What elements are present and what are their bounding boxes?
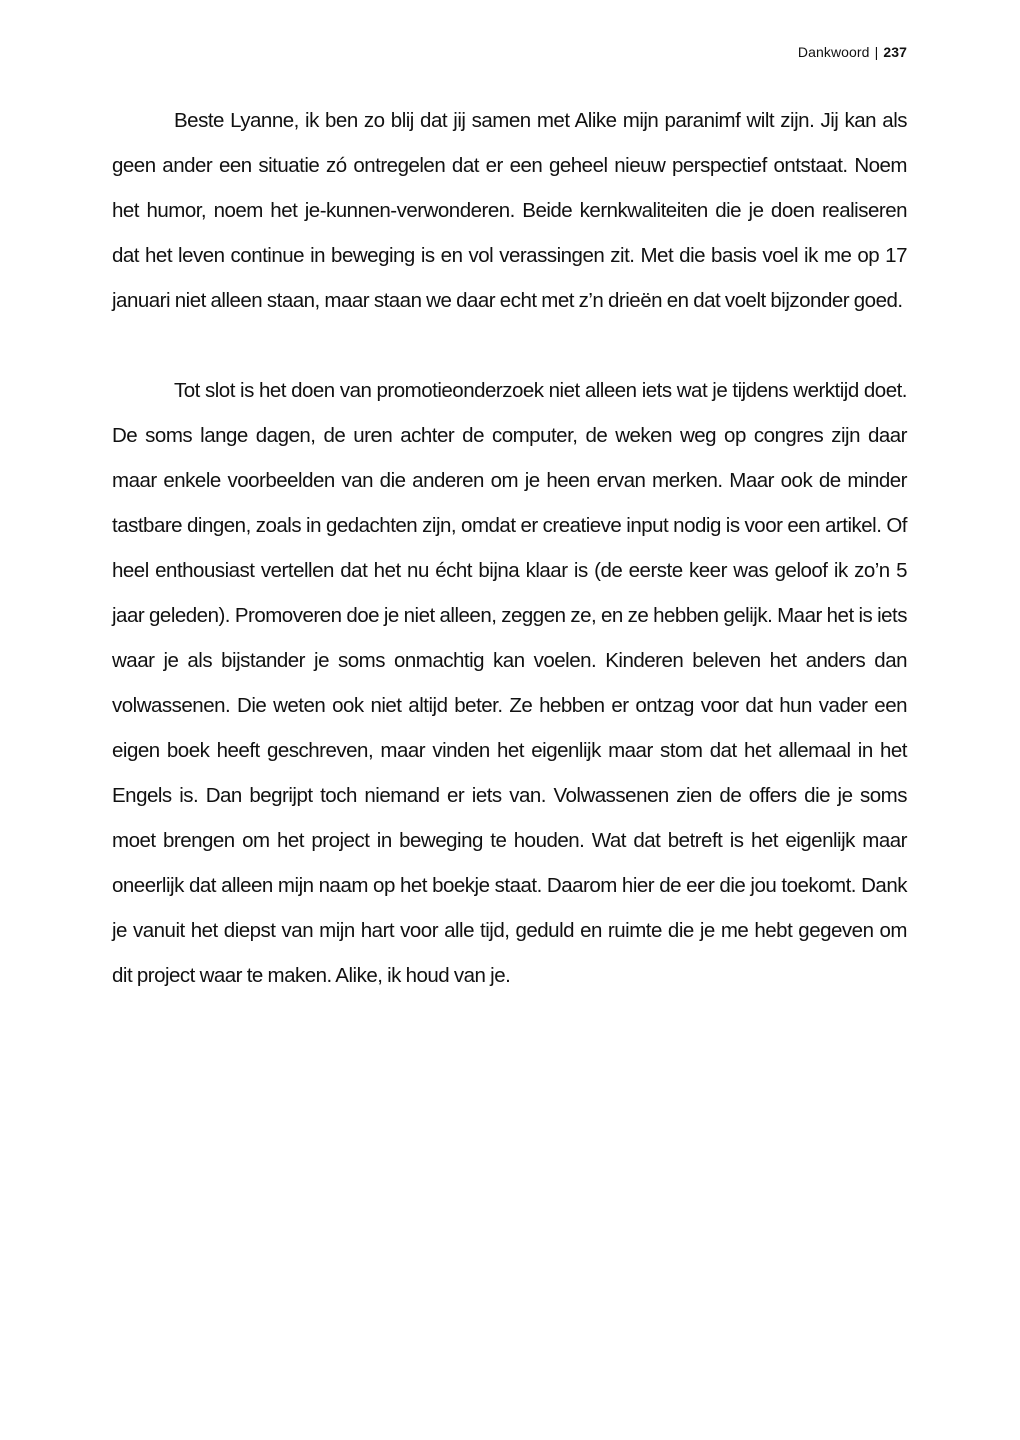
section-title: Dankwoord	[797, 44, 870, 60]
body-text	[112, 98, 907, 998]
paragraph-paranimf: Beste Lyanne, ik ben zo blij dat jij samen met Alike mijn paranimf wilt zijn. Jij kan als geen ander een situatie zó ontregelen dat er een geheel nieuw perspectief ontstaat. Noem het humor, noem het je-kunnen-verwonderen. Beide kernkwaliteiten die je doen realiseren dat het leven continue in beweging is en vol verassingen zit. Met die basis voel ik me op 17 januari niet alleen staan, maar staan we daar echt met z’n drieën en dat voelt bijzonder goed.	[112, 109, 907, 312]
page-number: 237	[883, 44, 907, 60]
running-header	[798, 44, 907, 60]
header-separator: |	[874, 44, 879, 60]
paragraph-closing: Tot slot is het doen van promotieonderzoek niet alleen iets wat je tijdens werktijd doet. De soms lange dagen, de uren achter de computer, de weken weg op congres zijn daar maar enkele voorbeelden van die anderen om je heen ervan merken. Maar ook de minder tastbare dingen, zoals in gedachten zijn, omdat er creatieve input nodig is voor een artikel. Of heel enthousiast vertellen dat het nu écht bijna klaar is (de eerste keer was geloof ik zo’n 5 jaar geleden). Promoveren doe je niet alleen, zeggen ze, en ze hebben gelijk. Maar het is iets waar je als bijstander je soms onmachtig kan voelen. Kinderen beleven het anders dan volwassenen. Die weten ook niet altijd beter. Ze hebben er ontzag voor dat hun vader een eigen boek heeft geschreven, maar vinden het eigenlijk maar stom dat het allemaal in het Engels is. Dan begrijpt toch niemand er iets van. Volwassenen zien de offers die je soms moet brengen om het project in beweging te houden. Wat dat betreft is het eigenlijk maar oneerlijk dat alleen mijn naam op het boekje staat. Daarom hier de eer die jou toekomt. Dank je vanuit het diepst van mijn hart voor alle tijd, geduld en ruimte die je me hebt gegeven om dit project waar te maken. Alike, ik houd van je.	[112, 379, 907, 987]
paragraph-spacer	[112, 323, 907, 368]
